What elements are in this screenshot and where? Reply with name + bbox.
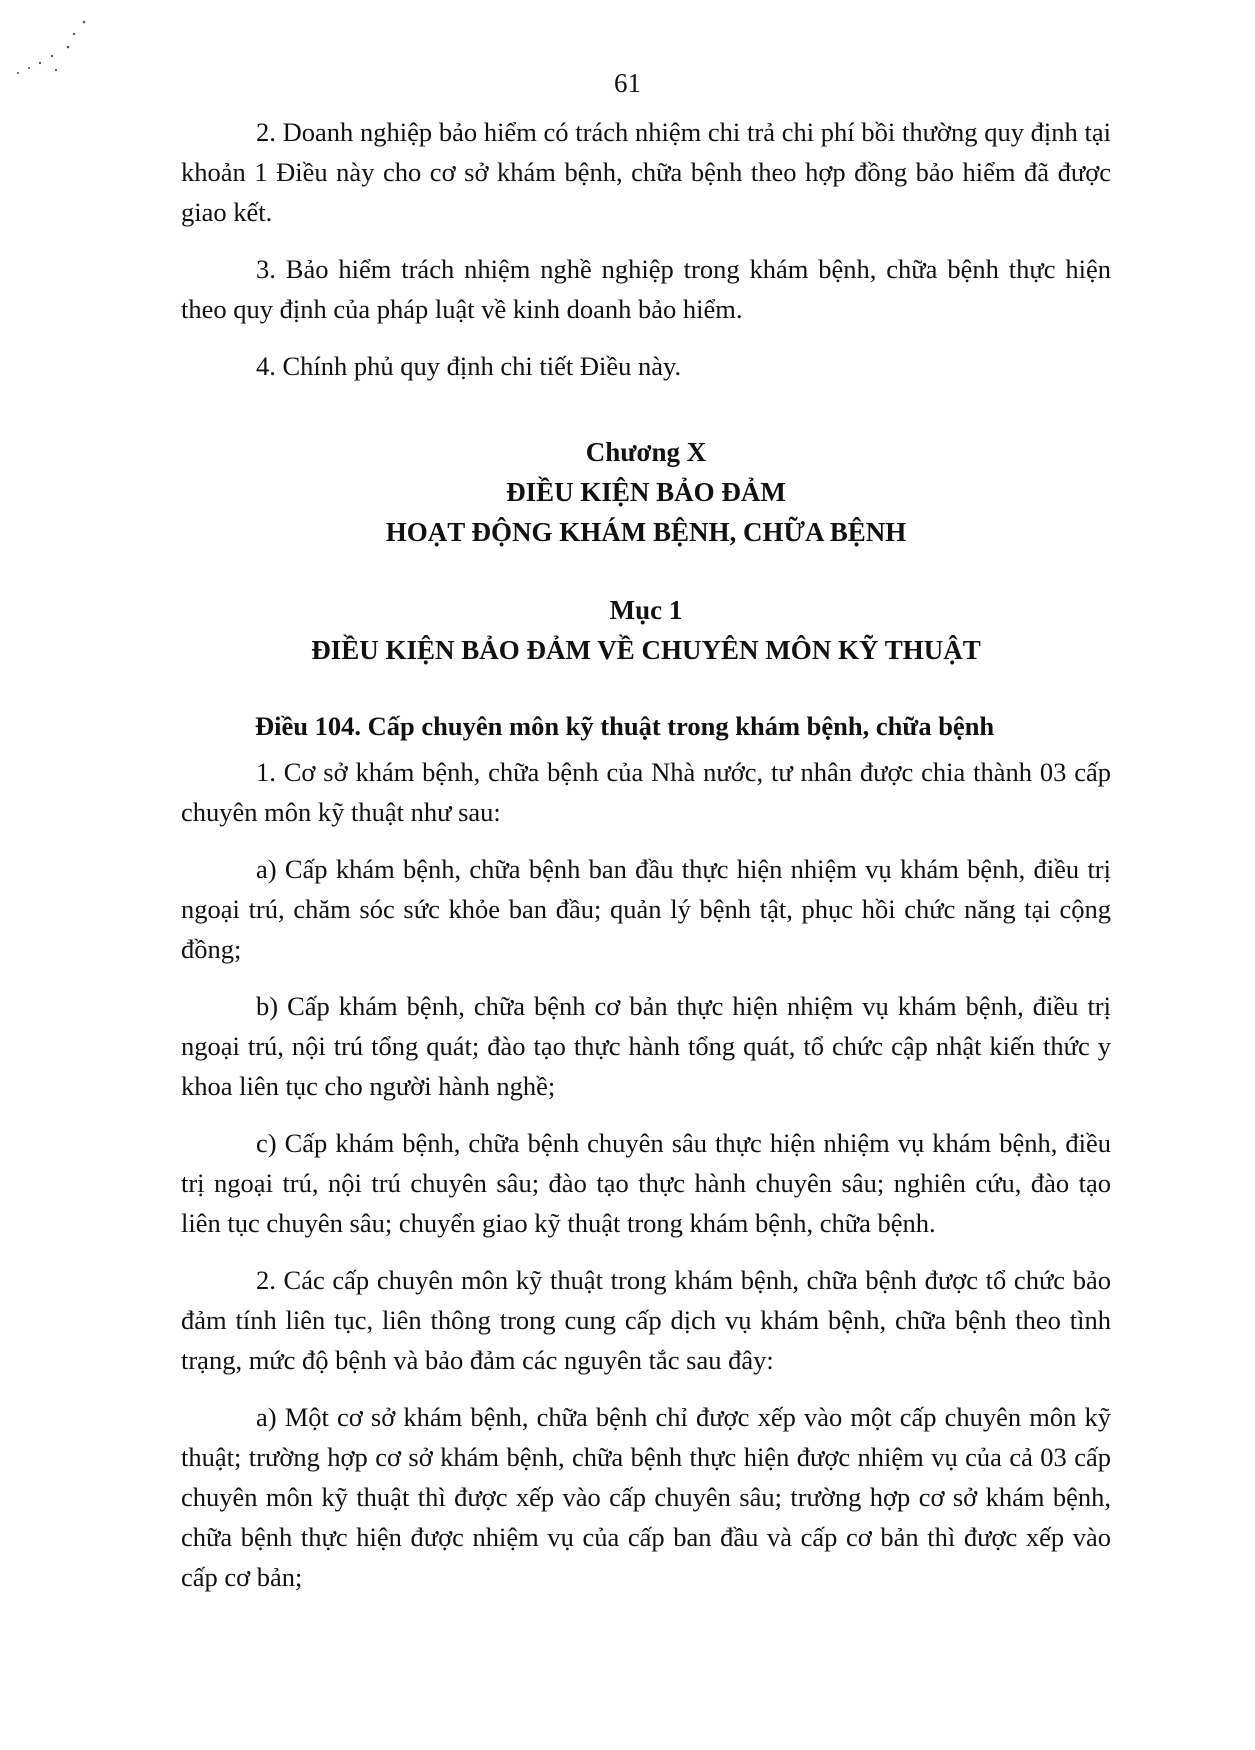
section-heading [181, 590, 1111, 670]
paragraph: 2. Doanh nghiệp bảo hiểm có trách nhiệm chi trả chi phí bồi thường quy định tại khoản 1 Điều này cho cơ sở khám bệnh, chữa bệnh theo hợp đồng bảo hiểm đã được giao kết. [181, 117, 1111, 227]
chapter-title-line2: HOẠT ĐỘNG KHÁM BỆNH, CHỮA BỆNH [385, 517, 907, 547]
article-paragraph: 2. Các cấp chuyên môn kỹ thuật trong khám bệnh, chữa bệnh được tổ chức bảo đảm tính liên tục, liên thông trong cung cấp dịch vụ khám bệnh, chữa bệnh theo tình trạng, mức độ bệnh và bảo đảm các nguyên tắc sau đây: [181, 1265, 1111, 1375]
paragraph: 3. Bảo hiểm trách nhiệm nghề nghiệp trong khám bệnh, chữa bệnh thực hiện theo quy định của pháp luật về kinh doanh bảo hiểm. [181, 254, 1111, 324]
chapter-heading [181, 432, 1111, 552]
chapter-label: Chương X [585, 437, 707, 467]
article-paragraph: a) Một cơ sở khám bệnh, chữa bệnh chỉ được xếp vào một cấp chuyên môn kỹ thuật; trường hợp cơ sở khám bệnh, chữa bệnh thực hiện được nhiệm vụ của cả 03 cấp chuyên môn kỹ thuật thì được xếp vào cấp chuyên sâu; trường hợp cơ sở khám bệnh, chữa bệnh thực hiện được nhiệm vụ của cấp ban đầu và cấp cơ bản thì được xếp vào cấp cơ bản; [181, 1402, 1111, 1592]
article-title: Điều 104. Cấp chuyên môn kỹ thuật trong khám bệnh, chữa bệnh [255, 711, 995, 741]
article-paragraph: 1. Cơ sở khám bệnh, chữa bệnh của Nhà nước, tư nhân được chia thành 03 cấp chuyên môn kỹ thuật như sau: [181, 757, 1111, 827]
article-paragraph: a) Cấp khám bệnh, chữa bệnh ban đầu thực hiện nhiệm vụ khám bệnh, điều trị ngoại trú, chăm sóc sức khỏe ban đầu; quản lý bệnh tật, phục hồi chức năng tại cộng đồng; [181, 854, 1111, 964]
section-label: Mục 1 [609, 595, 683, 625]
section-title: ĐIỀU KIỆN BẢO ĐẢM VỀ CHUYÊN MÔN KỸ THUẬT [311, 635, 981, 665]
article-paragraph: c) Cấp khám bệnh, chữa bệnh chuyên sâu thực hiện nhiệm vụ khám bệnh, điều trị ngoại trú, nội trú chuyên sâu; đào tạo thực hành chuyên sâu; nghiên cứu, đào tạo liên tục chuyên sâu; chuyển giao kỹ thuật trong khám bệnh, chữa bệnh. [181, 1128, 1111, 1238]
paragraph: 4. Chính phủ quy định chi tiết Điều này. [256, 351, 682, 381]
page-number: 61 [614, 68, 641, 98]
document-body [181, 112, 1111, 1614]
article-paragraph: b) Cấp khám bệnh, chữa bệnh cơ bản thực hiện nhiệm vụ khám bệnh, điều trị ngoại trú, nội trú tổng quát; đào tạo thực hành tổng quát, tổ chức cập nhật kiến thức y khoa liên tục cho người hành nghề; [181, 991, 1111, 1101]
chapter-title-line1: ĐIỀU KIỆN BẢO ĐẢM [506, 477, 786, 507]
